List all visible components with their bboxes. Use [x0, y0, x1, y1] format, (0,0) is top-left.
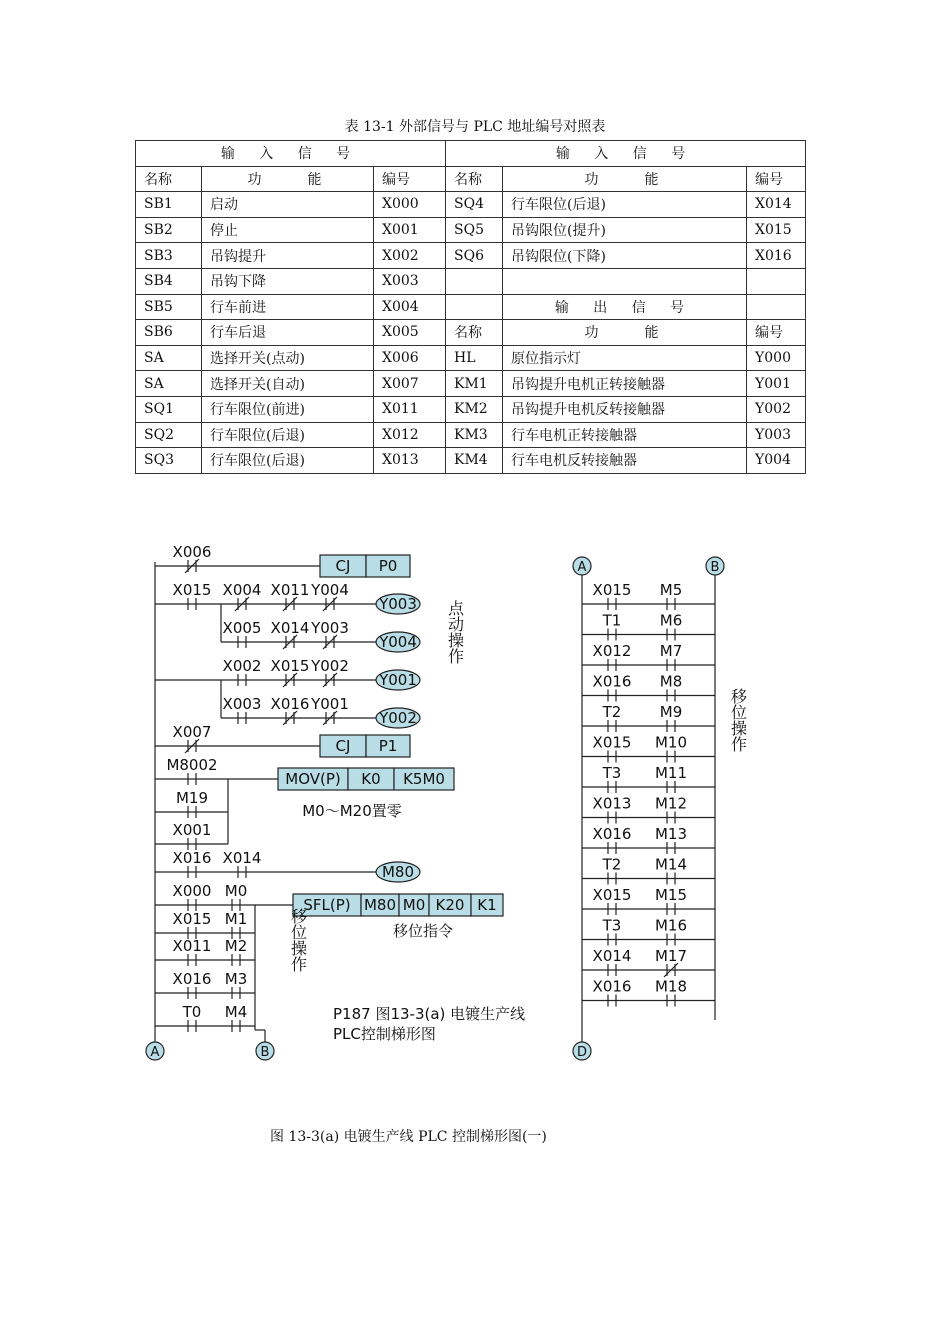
contact-label: M8002 — [166, 756, 218, 774]
col-func: 功 能 — [503, 320, 747, 346]
contact-label: M16 — [654, 916, 688, 935]
cell-name: KM3 — [446, 422, 503, 448]
connector-label: A — [150, 1045, 160, 1060]
contact-label: X016 — [592, 825, 632, 843]
cell-code: Y002 — [747, 396, 806, 422]
cell-function: 吊钩提升 — [202, 243, 374, 269]
table-row — [136, 294, 806, 320]
instruction-operand: P1 — [378, 737, 398, 755]
cell-function: 行车限位(后退) — [202, 422, 374, 448]
contact-label: Y003 — [311, 619, 349, 637]
col-code: 编号 — [747, 166, 806, 192]
instruction-operand: M80 — [363, 896, 397, 914]
cell-name: SB1 — [136, 192, 202, 218]
cell-function: 吊钩提升电机反转接触器 — [503, 396, 747, 422]
cell-code: X007 — [374, 371, 446, 397]
instruction-operand: M0 — [402, 896, 426, 914]
contact-label: X016 — [592, 672, 632, 691]
instruction-operand: CJ — [335, 557, 351, 575]
cell-name: SB5 — [136, 294, 202, 320]
cell-name: SB4 — [136, 268, 202, 294]
cell-function: 停止 — [202, 217, 374, 243]
cell-function: 行车电机反转接触器 — [503, 448, 747, 474]
contact-label: X015 — [270, 657, 310, 675]
cell-code: Y001 — [747, 371, 806, 397]
contact-label: X014 — [222, 849, 262, 867]
connector-label: A — [577, 560, 587, 575]
table-caption: 表 13-1 外部信号与 PLC 地址编号对照表 — [344, 119, 606, 135]
contact-label: M4 — [224, 1003, 248, 1021]
cell-code: Y004 — [747, 448, 806, 474]
contact-label: M13 — [654, 825, 688, 843]
cell-code: X000 — [374, 192, 446, 218]
col-func: 功 能 — [202, 166, 374, 192]
contact-label: T3 — [602, 916, 622, 935]
contact-label: X015 — [592, 581, 632, 599]
figure-caption: 图 13-3(a) 电镀生产线 PLC 控制梯形图(一) — [270, 1129, 547, 1145]
instruction-operand: K1 — [477, 896, 497, 914]
contact-label: M5 — [659, 581, 683, 599]
cell-name: HL — [446, 345, 503, 371]
col-code: 编号 — [747, 320, 806, 346]
contact-label: X005 — [222, 619, 262, 637]
cell-name: KM2 — [446, 396, 503, 422]
contact-label: X015 — [172, 581, 212, 599]
cell-name: SQ3 — [136, 448, 202, 474]
table-row — [136, 192, 806, 218]
contact-label: Y001 — [311, 695, 349, 713]
contact-label: X016 — [592, 977, 632, 996]
connector-label: B — [710, 560, 720, 575]
contact-label: M7 — [659, 642, 683, 660]
col-name: 名称 — [446, 166, 503, 192]
cell-code: X005 — [374, 320, 446, 346]
cell-code: X001 — [374, 217, 446, 243]
contact-label: M14 — [654, 855, 688, 874]
cell-code: X011 — [374, 396, 446, 422]
cell-function: 行车电机正转接触器 — [503, 422, 747, 448]
cell-empty — [747, 294, 806, 320]
contact-label: M18 — [654, 977, 688, 996]
cell-code: X016 — [747, 243, 806, 269]
cell-empty — [446, 294, 503, 320]
coil-label: Y001 — [379, 671, 417, 689]
contact-label: X016 — [172, 970, 212, 988]
cell-function: 吊钩限位(下降) — [503, 243, 747, 269]
contact-label: X015 — [592, 886, 632, 904]
contact-label: T2 — [602, 855, 622, 874]
contact-label: M6 — [659, 611, 683, 630]
cell-empty — [446, 268, 503, 294]
cell-name: KM4 — [446, 448, 503, 474]
table-row — [136, 448, 806, 474]
table-row — [136, 243, 806, 269]
coil-label: Y003 — [379, 595, 417, 613]
contact-label: M11 — [654, 764, 688, 782]
cell-function: 启动 — [202, 192, 374, 218]
cell-name: SQ2 — [136, 422, 202, 448]
cell-code: X013 — [374, 448, 446, 474]
instruction-operand: K5M0 — [403, 770, 445, 788]
contact-label: T3 — [602, 764, 622, 782]
table-row — [136, 371, 806, 397]
contact-label: X016 — [172, 849, 212, 867]
instruction-operand: K0 — [361, 770, 381, 788]
contact-label: X011 — [270, 581, 310, 599]
cell-function: 行车限位(后退) — [503, 192, 747, 218]
contact-label: X014 — [592, 947, 632, 965]
contact-label: M2 — [224, 937, 248, 955]
output-header: 输 出 信 号 — [503, 294, 747, 320]
shift-operation-label: 移位操作 — [288, 908, 308, 972]
contact-label: X016 — [270, 695, 310, 713]
cell-code: Y003 — [747, 422, 806, 448]
col-name: 名称 — [136, 166, 202, 192]
contact-label: M17 — [654, 947, 688, 965]
contact-label: X004 — [222, 581, 262, 599]
coil-label: Y002 — [379, 709, 417, 727]
table-row — [136, 396, 806, 422]
contact-label: M19 — [175, 789, 209, 807]
ladder-diagram — [130, 530, 780, 1075]
cell-code: X004 — [374, 294, 446, 320]
cell-name: SQ6 — [446, 243, 503, 269]
col-name: 名称 — [446, 320, 503, 346]
contact-label: X015 — [172, 910, 212, 928]
cell-function: 行车限位(后退) — [202, 448, 374, 474]
instruction-operand: K20 — [435, 896, 465, 914]
cell-name: KM1 — [446, 371, 503, 397]
instruction-operand: SFL(P) — [303, 896, 351, 914]
cell-function: 吊钩提升电机正转接触器 — [503, 371, 747, 397]
contact-label: X003 — [222, 695, 262, 713]
cell-function: 行车后退 — [202, 320, 374, 346]
coil-label: M80 — [381, 863, 415, 881]
contact-label: Y004 — [311, 581, 349, 599]
contact-label: X012 — [592, 642, 632, 660]
coil-label: Y004 — [379, 633, 417, 651]
cell-name: SA — [136, 371, 202, 397]
connector-label: B — [260, 1045, 270, 1060]
table-row — [136, 217, 806, 243]
connector-label: D — [576, 1045, 588, 1060]
cell-code: X003 — [374, 268, 446, 294]
cell-function: 吊钩下降 — [202, 268, 374, 294]
cell-function: 选择开关(点动) — [202, 345, 374, 371]
cell-name: SB3 — [136, 243, 202, 269]
cell-name: SQ5 — [446, 217, 503, 243]
shift-operation-label: 移位操作 — [728, 688, 748, 752]
contact-label: Y002 — [311, 657, 349, 675]
contact-label: M10 — [654, 733, 688, 752]
cell-name: SA — [136, 345, 202, 371]
cell-function: 行车前进 — [202, 294, 374, 320]
jog-operation-label: 点动操作 — [445, 600, 465, 664]
cell-function: 选择开关(自动) — [202, 371, 374, 397]
contact-label: X000 — [172, 882, 212, 900]
cell-code: Y000 — [747, 345, 806, 371]
table-row — [136, 268, 806, 294]
input-header-right: 输 入 信 号 — [446, 141, 806, 167]
table-row — [136, 422, 806, 448]
signal-table — [135, 140, 806, 474]
contact-label: M15 — [654, 886, 688, 904]
contact-label: T0 — [182, 1003, 202, 1021]
contact-label: M3 — [224, 970, 248, 988]
cell-function: 吊钩限位(提升) — [503, 217, 747, 243]
contact-label: X001 — [172, 821, 212, 839]
input-header-left: 输 入 信 号 — [136, 141, 446, 167]
contact-label: X006 — [172, 543, 212, 561]
contact-label: T2 — [602, 703, 622, 721]
col-code: 编号 — [374, 166, 446, 192]
figure-note: P187 图13-3(a) 电镀生产线 — [333, 1005, 526, 1023]
shift-instruction-note: 移位指令 — [392, 922, 454, 940]
cell-code: X012 — [374, 422, 446, 448]
cell-code: X015 — [747, 217, 806, 243]
col-func: 功 能 — [503, 166, 747, 192]
contact-label: X011 — [172, 937, 212, 955]
cell-name: SB2 — [136, 217, 202, 243]
cell-code: X002 — [374, 243, 446, 269]
contact-label: X007 — [172, 723, 212, 741]
contact-label: X014 — [270, 619, 310, 637]
contact-label: X002 — [222, 657, 262, 675]
contact-label: X015 — [592, 733, 632, 752]
cell-name: SQ4 — [446, 192, 503, 218]
cell-empty — [503, 268, 747, 294]
instruction-operand: P0 — [378, 557, 398, 575]
zero-note: M0～M20置零 — [302, 802, 402, 820]
contact-label: M0 — [224, 882, 248, 900]
contact-label: M8 — [659, 672, 683, 691]
cell-name: SB6 — [136, 320, 202, 346]
instruction-operand: MOV(P) — [285, 770, 341, 788]
cell-empty — [747, 268, 806, 294]
contact-label: T1 — [602, 611, 622, 630]
contact-label: M9 — [659, 703, 683, 721]
cell-name: SQ1 — [136, 396, 202, 422]
instruction-operand: CJ — [335, 737, 351, 755]
figure-note: PLC控制梯形图 — [333, 1025, 436, 1043]
cell-function: 行车限位(前进) — [202, 396, 374, 422]
cell-function: 原位指示灯 — [503, 345, 747, 371]
contact-label: X013 — [592, 794, 632, 813]
table-row — [136, 320, 806, 346]
cell-code: X006 — [374, 345, 446, 371]
cell-code: X014 — [747, 192, 806, 218]
contact-label: M1 — [224, 910, 248, 928]
table-row — [136, 345, 806, 371]
contact-label: M12 — [654, 794, 688, 813]
